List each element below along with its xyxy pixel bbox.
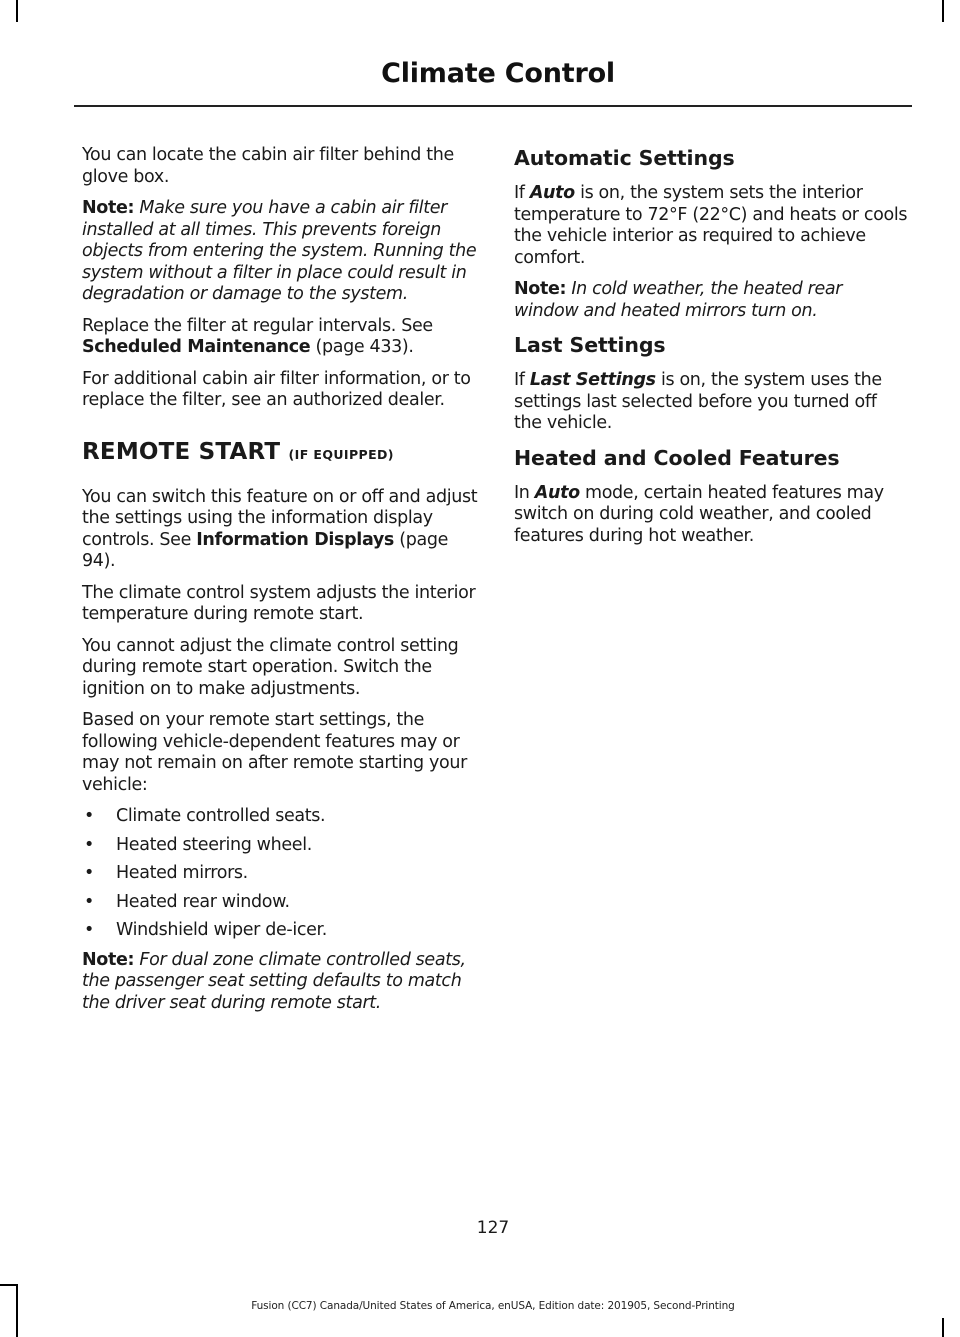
bullet-icon: • [84, 834, 94, 855]
footer-edition-info: Fusion (CC7) Canada/United States of America, enUSA, Edition date: 201905, Second-Printing [251, 1300, 735, 1312]
dual-zone-note [82, 950, 480, 1015]
heated-cooled-heading: Heated and Cooled Features [514, 445, 840, 470]
list-item-text: Heated steering wheel. [116, 834, 312, 855]
auto-keyword: Auto [534, 482, 580, 503]
list-item-text: Climate controlled seats. [116, 806, 326, 826]
page-header-title: Climate Control [381, 58, 615, 89]
crop-mark-top-right [942, 0, 944, 22]
list-item-text: Windshield wiper de-icer. [116, 920, 327, 940]
remote-start-settings-text: You can switch this feature on or off and adjust the settings using the information display controls. See [82, 486, 478, 550]
right-column [514, 145, 908, 557]
if-text: If [514, 183, 525, 203]
heated-cooled-paragraph [514, 483, 908, 548]
note-label: Note: [82, 198, 135, 218]
note-text: In cold weather, the heated rear window and heated mirrors turn on. [514, 279, 843, 321]
remote-start-settings-paragraph [82, 487, 480, 573]
cabin-filter-location-paragraph: You can locate the cabin air filter behind the glove box. [82, 145, 454, 187]
list-item [82, 835, 480, 857]
list-item-text: Heated rear window. [116, 891, 290, 912]
bullet-icon: • [84, 863, 94, 883]
list-item-text: Heated mirrors. [116, 863, 248, 883]
heated-cooled-text: mode, certain heated features may switch on during cold weather, and cooled features during hot weather. [514, 482, 884, 546]
list-item [82, 863, 480, 885]
note-label: Note: [514, 279, 567, 299]
last-settings-keyword: Last Settings [529, 370, 656, 390]
last-settings-paragraph [514, 370, 908, 435]
replace-filter-text: Replace the filter at regular intervals. See [82, 315, 433, 336]
note-text: Make sure you have a cabin air filter installed at all times. This prevents foreign objects from entering the system. Running the system without a filter in place could result in degradation or damage to the system. [82, 198, 477, 304]
remote-start-heading [82, 438, 480, 469]
remote-start-adjust-paragraph: You cannot adjust the climate control setting during remote start operation. Switch the ignition on to make adjustments. [82, 635, 459, 699]
information-displays-link[interactable]: Information Displays [196, 529, 394, 550]
remote-start-feature-list [82, 806, 480, 942]
automatic-settings-text: is on, the system sets the interior temperature to 72°F (22°C) and heats or cools the vehicle interior as required to achieve comfort. [514, 183, 908, 268]
left-column [82, 145, 480, 1024]
bullet-icon: • [84, 891, 94, 912]
crop-mark-bottom-left-h [0, 1284, 18, 1286]
automatic-settings-heading: Automatic Settings [514, 146, 735, 170]
list-item [82, 892, 480, 914]
scheduled-maintenance-page: (page 433). [315, 337, 414, 357]
auto-keyword: Auto [529, 183, 575, 203]
scheduled-maintenance-link[interactable]: Scheduled Maintenance [82, 337, 311, 357]
information-displays-page: (page 94). [82, 529, 449, 571]
cold-weather-note [514, 279, 908, 322]
remote-start-features-paragraph: Based on your remote start settings, the following vehicle-dependent features may or may not remain on after remote starting your vehicle: [82, 710, 467, 795]
remote-start-qualifier: (IF EQUIPPED) [288, 446, 394, 462]
bullet-icon: • [84, 806, 94, 826]
cabin-filter-note [82, 198, 480, 306]
remote-start-heading-text: REMOTE START [82, 438, 281, 465]
last-settings-heading: Last Settings [514, 333, 666, 357]
remote-start-temperature-paragraph: The climate control system adjusts the interior temperature during remote start. [82, 582, 476, 624]
header-divider [74, 105, 912, 107]
in-text: In [514, 482, 530, 503]
bullet-icon: • [84, 920, 94, 940]
page-number: 127 [476, 1218, 510, 1238]
additional-filter-info-paragraph: For additional cabin air filter information, or to replace the filter, see an authorized dealer. [82, 368, 471, 410]
list-item [82, 806, 480, 828]
list-item [82, 920, 480, 942]
replace-filter-paragraph [82, 316, 480, 359]
note-text: For dual zone climate controlled seats, the passenger seat setting defaults to match the driver seat during remote start. [82, 949, 466, 1013]
note-label: Note: [82, 949, 135, 970]
if-text: If [514, 370, 525, 390]
automatic-settings-paragraph [514, 183, 908, 269]
last-settings-text: is on, the system uses the settings last selected before you turned off the vehicle. [514, 370, 882, 433]
crop-mark-bottom-right-v [942, 1318, 944, 1337]
crop-mark-top-left [16, 0, 18, 22]
